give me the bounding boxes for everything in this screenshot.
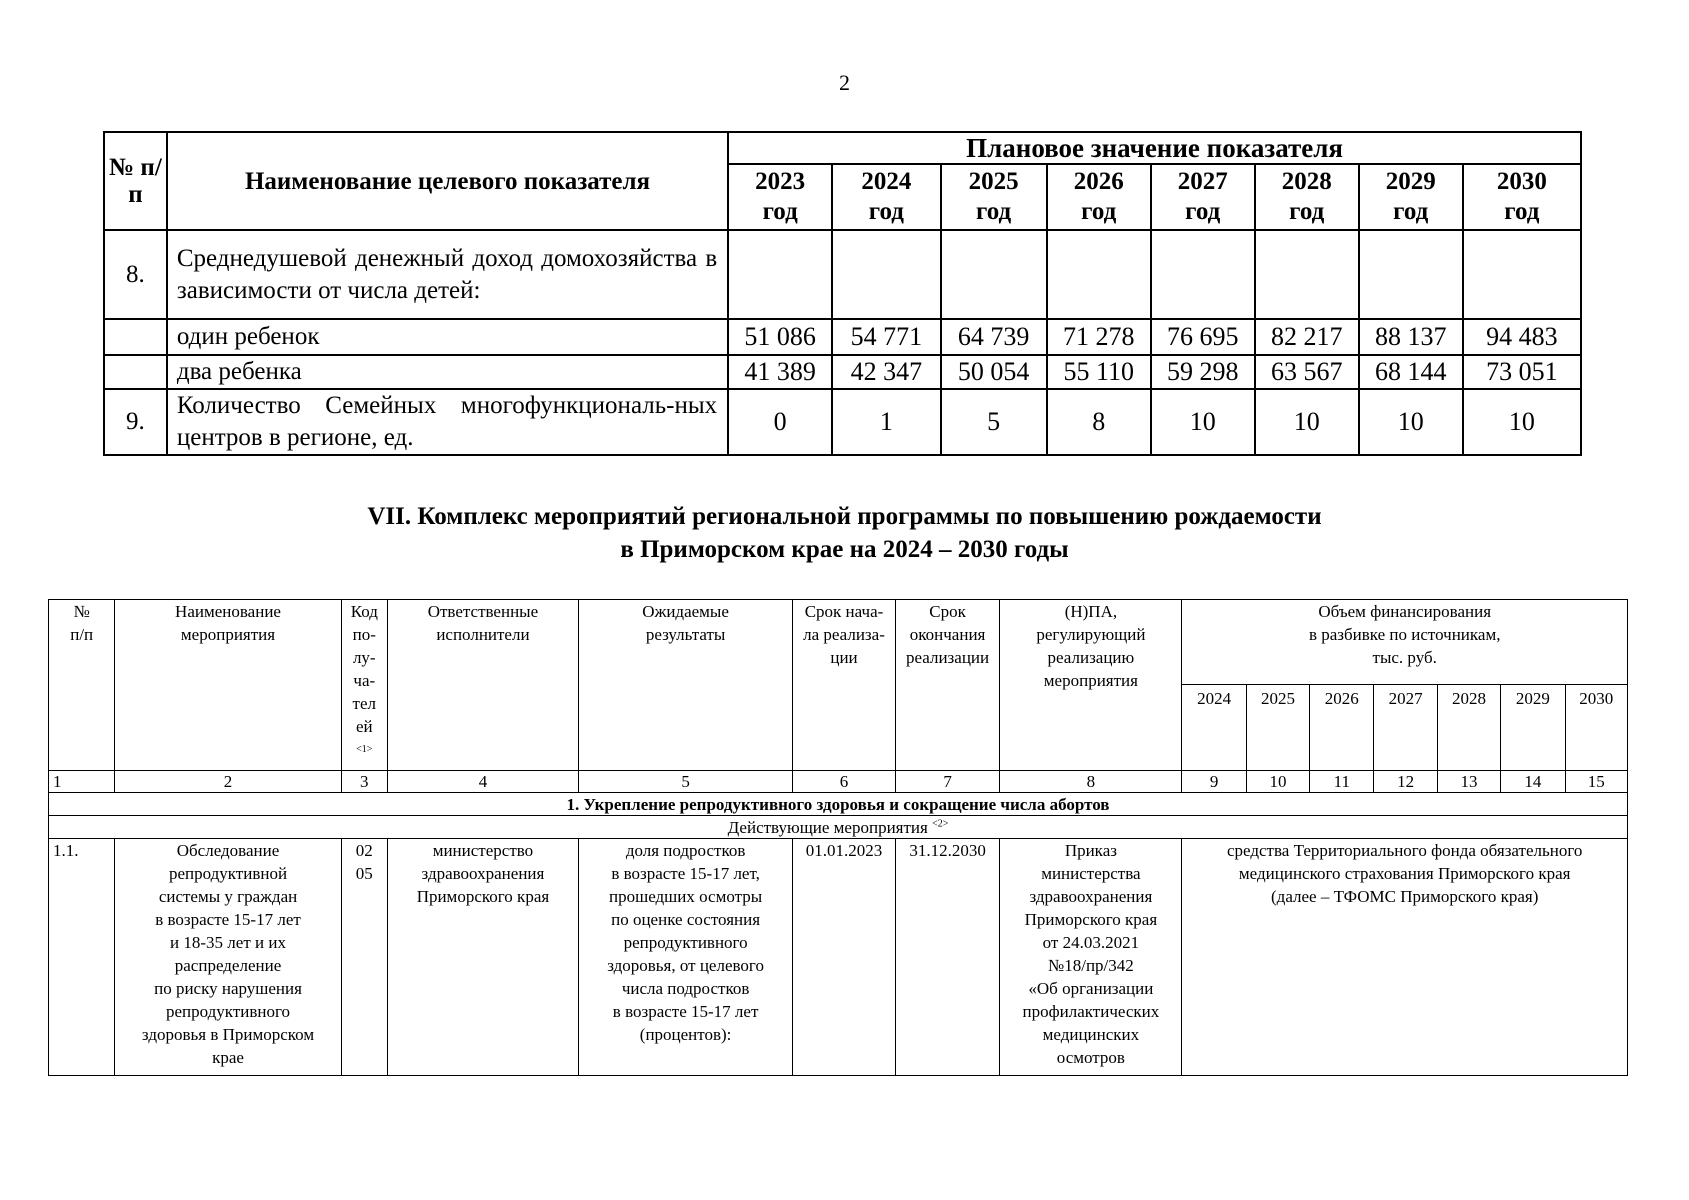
indicator-value: 10 <box>1151 389 1255 455</box>
row-start: 01.01.2023 <box>793 839 896 1076</box>
year-header: 2024 год <box>832 164 940 230</box>
indicator-value: 50 054 <box>941 355 1047 389</box>
row-number <box>104 355 167 389</box>
indicator-value: 10 <box>1463 389 1581 455</box>
header-end: Срок окончания реализации <box>895 600 1000 771</box>
fin-year-header: 2027 <box>1374 685 1437 771</box>
year-header: 2029 год <box>1359 164 1463 230</box>
header-executors: Ответственные исполнители <box>387 600 578 771</box>
indicator-value: 82 217 <box>1255 319 1359 355</box>
indicator-name: один ребенок <box>167 319 728 355</box>
fin-year-header: 2029 <box>1501 685 1565 771</box>
indicator-value: 5 <box>941 389 1047 455</box>
fin-year-header: 2030 <box>1565 685 1627 771</box>
indicator-value <box>1463 230 1581 319</box>
column-number: 4 <box>387 771 578 793</box>
indicator-value <box>728 230 832 319</box>
year-header: 2030 год <box>1463 164 1581 230</box>
row-name: Обследование репродуктивной системы у граждан в возрасте 15-17 лет и 18-35 лет и их распределение по риску нарушения репродуктивного здоровья в Приморском крае <box>115 839 341 1076</box>
table-row <box>104 389 1581 455</box>
year-header: 2025 год <box>941 164 1047 230</box>
indicator-value <box>1255 230 1359 319</box>
indicator-name: Количество Семейных многофункциональ-ных центров в регионе, ед. <box>167 389 728 455</box>
fin-year-header: 2024 <box>1182 685 1246 771</box>
indicator-value: 71 278 <box>1047 319 1151 355</box>
indicator-value <box>1359 230 1463 319</box>
indicator-value: 88 137 <box>1359 319 1463 355</box>
indicator-value: 64 739 <box>941 319 1047 355</box>
table-row <box>49 839 1628 1076</box>
section-title-line1: VII. Комплекс мероприятий региональной программы по повышению рождаемости <box>367 503 1322 530</box>
column-number: 12 <box>1374 771 1437 793</box>
year-header: 2028 год <box>1255 164 1359 230</box>
indicator-value: 10 <box>1359 389 1463 455</box>
section-title <box>0 500 1689 566</box>
indicator-value: 54 771 <box>832 319 940 355</box>
column-number: 15 <box>1565 771 1627 793</box>
row-number <box>104 319 167 355</box>
indicator-value <box>832 230 940 319</box>
indicator-value: 8 <box>1047 389 1151 455</box>
indicator-value <box>1151 230 1255 319</box>
indicator-value: 42 347 <box>832 355 940 389</box>
indicator-value: 41 389 <box>728 355 832 389</box>
column-number: 13 <box>1437 771 1500 793</box>
column-number: 1 <box>49 771 115 793</box>
indicator-value: 55 110 <box>1047 355 1151 389</box>
measures-table <box>48 599 1628 1076</box>
header-num: № п/п <box>49 600 115 771</box>
indicator-value: 10 <box>1255 389 1359 455</box>
indicator-value: 0 <box>728 389 832 455</box>
fin-year-header: 2026 <box>1310 685 1374 771</box>
indicator-value: 59 298 <box>1151 355 1255 389</box>
col-name-header: Наименование целевого показателя <box>167 132 728 230</box>
year-header: 2026 год <box>1047 164 1151 230</box>
row-code: 02 05 <box>341 839 387 1076</box>
fin-year-header: 2025 <box>1246 685 1309 771</box>
col-num-header: № п/п <box>104 132 167 230</box>
row-number: 9. <box>104 389 167 455</box>
column-number: 3 <box>341 771 387 793</box>
header-code: Код по- лу- ча- тел ей $^{<1>}$ <box>341 600 387 771</box>
subsection-row: Действующие мероприятия $^{<2>}$ <box>49 816 1628 839</box>
indicator-value: 63 567 <box>1255 355 1359 389</box>
row-financing: средства Территориального фонда обязательного медицинского страхования Приморского края (далее – ТФОМС Приморского края) <box>1182 839 1628 1076</box>
column-number: 8 <box>1000 771 1182 793</box>
row-results: доля подростков в возрасте 15-17 лет, прошедших осмотры по оценке состояния репродуктивного здоровья, от целевого числа подростков в возрасте 15-17 лет (процентов): <box>578 839 792 1076</box>
table-row <box>104 355 1581 389</box>
column-number: 14 <box>1501 771 1565 793</box>
plan-header: Плановое значение показателя <box>728 132 1581 164</box>
indicator-value <box>1047 230 1151 319</box>
row-end: 31.12.2030 <box>895 839 1000 1076</box>
indicator-value <box>941 230 1047 319</box>
indicator-value: 94 483 <box>1463 319 1581 355</box>
row-npa: Приказ министерства здравоохранения Приморского края от 24.03.2021 №18/пр/342 «Об организации профилактических медицинских осмотров <box>1000 839 1182 1076</box>
indicator-name: два ребенка <box>167 355 728 389</box>
header-financing: Объем финансирования в разбивке по источникам, тыс. руб. <box>1182 600 1628 685</box>
table-row <box>104 319 1581 355</box>
header-results: Ожидаемые результаты <box>578 600 792 771</box>
year-header: 2027 год <box>1151 164 1255 230</box>
row-executors: министерство здравоохранения Приморского края <box>387 839 578 1076</box>
column-number: 2 <box>115 771 341 793</box>
row-number: 8. <box>104 230 167 319</box>
column-number: 6 <box>793 771 896 793</box>
column-number: 9 <box>1182 771 1246 793</box>
indicator-value: 1 <box>832 389 940 455</box>
fin-year-header: 2028 <box>1437 685 1500 771</box>
indicator-table <box>103 131 1582 456</box>
header-npa: (Н)ПА, регулирующий реализацию мероприятия <box>1000 600 1182 771</box>
indicator-value: 68 144 <box>1359 355 1463 389</box>
indicator-name: Среднедушевой денежный доход домохозяйства в зависимости от числа детей: <box>167 230 728 319</box>
page-number: 2 <box>839 70 850 95</box>
section-title-line2: в Приморском крае на 2024 – 2030 годы <box>620 536 1069 563</box>
column-number: 5 <box>578 771 792 793</box>
column-number: 7 <box>895 771 1000 793</box>
indicator-value: 73 051 <box>1463 355 1581 389</box>
year-header: 2023 год <box>728 164 832 230</box>
header-start: Срок нача- ла реализа- ции <box>793 600 896 771</box>
column-number: 11 <box>1310 771 1374 793</box>
indicator-value: 76 695 <box>1151 319 1255 355</box>
section-row: 1. Укрепление репродуктивного здоровья и сокращение числа абортов <box>49 793 1628 816</box>
row-num: 1.1. <box>49 839 115 1076</box>
indicator-value: 51 086 <box>728 319 832 355</box>
column-number: 10 <box>1246 771 1309 793</box>
header-name: Наименование мероприятия <box>115 600 341 771</box>
table-row <box>104 230 1581 319</box>
